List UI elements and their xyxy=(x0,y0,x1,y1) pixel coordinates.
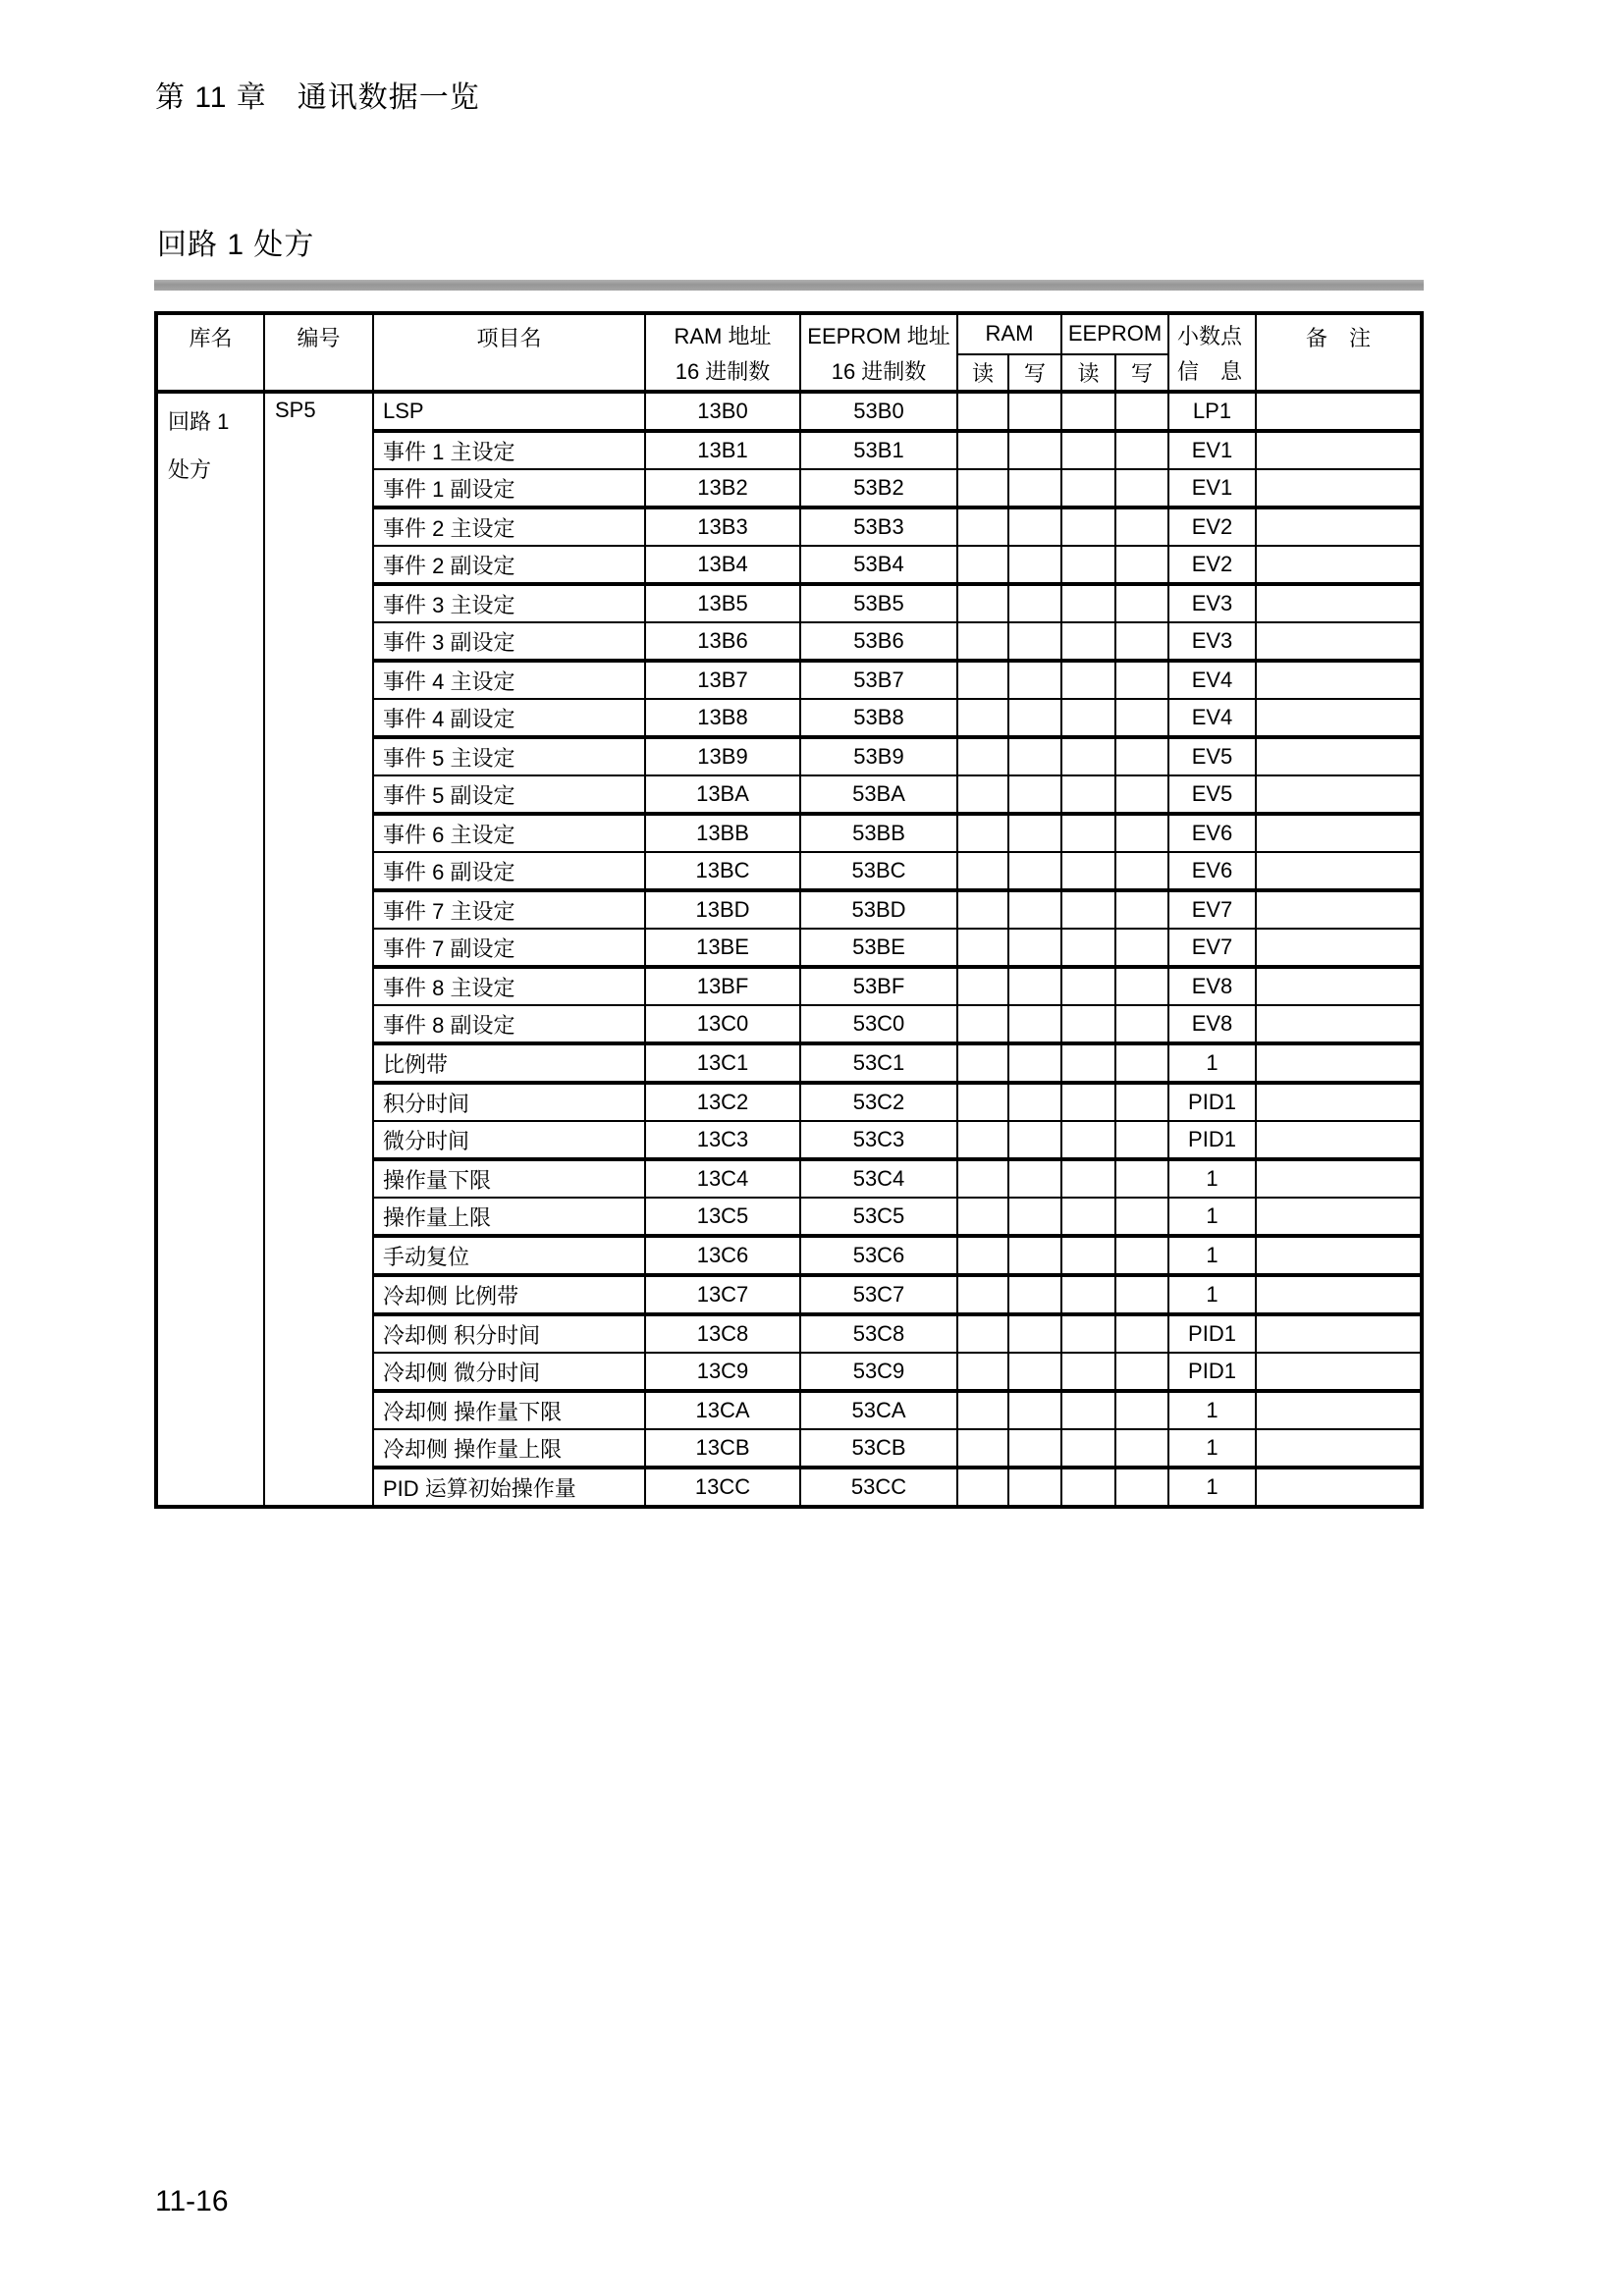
decimal-info-cell: EV3 xyxy=(1168,622,1256,661)
eeprom-read-cell xyxy=(1061,1236,1115,1275)
eeprom-address-cell: 53C3 xyxy=(800,1121,957,1159)
remark-cell xyxy=(1256,775,1422,814)
ram-read-cell xyxy=(957,661,1008,699)
eeprom-write-cell xyxy=(1115,1198,1168,1236)
col-header-remarks: 备 注 xyxy=(1256,313,1422,392)
item-name-cell: 事件 1 主设定 xyxy=(373,431,645,469)
ram-write-cell xyxy=(1008,890,1061,929)
remark-cell xyxy=(1256,1275,1422,1314)
remark-cell xyxy=(1256,1198,1422,1236)
ram-read-cell xyxy=(957,507,1008,546)
eeprom-read-cell xyxy=(1061,967,1115,1005)
eeprom-write-cell xyxy=(1115,814,1168,852)
eeprom-write-cell xyxy=(1115,622,1168,661)
decimal-info-cell: PID1 xyxy=(1168,1314,1256,1353)
ram-read-cell xyxy=(957,1391,1008,1429)
eeprom-read-cell xyxy=(1061,1159,1115,1198)
ram-address-cell: 13C0 xyxy=(645,1005,800,1043)
ram-write-cell xyxy=(1008,1429,1061,1468)
ram-read-cell xyxy=(957,890,1008,929)
col-header-decimal-info xyxy=(1168,313,1256,392)
eeprom-write-cell xyxy=(1115,1043,1168,1083)
eeprom-read-cell xyxy=(1061,1198,1115,1236)
item-name-cell: 事件 4 主设定 xyxy=(373,661,645,699)
remark-cell xyxy=(1256,507,1422,546)
eeprom-write-cell xyxy=(1115,1429,1168,1468)
eeprom-address-cell: 53C4 xyxy=(800,1159,957,1198)
item-name-cell: 事件 3 主设定 xyxy=(373,584,645,622)
item-name-cell: 事件 1 副设定 xyxy=(373,469,645,507)
ram-address-cell: 13C5 xyxy=(645,1198,800,1236)
decimal-info-cell: EV7 xyxy=(1168,929,1256,967)
col-header-eeprom-address xyxy=(800,313,957,392)
eeprom-address-cell: 53B8 xyxy=(800,699,957,737)
item-name-cell: 比例带 xyxy=(373,1043,645,1083)
decimal-info-cell: LP1 xyxy=(1168,392,1256,431)
item-name-cell: 手动复位 xyxy=(373,1236,645,1275)
decimal-info-cell: EV8 xyxy=(1168,1005,1256,1043)
ram-address-cell: 13C3 xyxy=(645,1121,800,1159)
item-name-cell: 事件 8 主设定 xyxy=(373,967,645,1005)
eeprom-address-cell: 53BD xyxy=(800,890,957,929)
ram-address-cell: 13C2 xyxy=(645,1083,800,1121)
ram-write-cell xyxy=(1008,737,1061,775)
ram-address-cell: 13B8 xyxy=(645,699,800,737)
ram-write-cell xyxy=(1008,1236,1061,1275)
remark-cell xyxy=(1256,469,1422,507)
item-name-cell: 事件 7 主设定 xyxy=(373,890,645,929)
item-name-cell: PID 运算初始操作量 xyxy=(373,1468,645,1507)
col-header-eeprom-group: EEPROM xyxy=(1061,313,1168,354)
remark-cell xyxy=(1256,1121,1422,1159)
eeprom-write-cell xyxy=(1115,699,1168,737)
item-name-cell: 事件 5 副设定 xyxy=(373,775,645,814)
ram-read-cell xyxy=(957,1275,1008,1314)
header-row-1 xyxy=(156,313,1422,354)
eeprom-address-header-line2: 16 进制数 xyxy=(831,359,927,384)
ram-read-cell xyxy=(957,1314,1008,1353)
eeprom-read-cell xyxy=(1061,852,1115,890)
item-name-cell: 事件 6 副设定 xyxy=(373,852,645,890)
ram-read-cell xyxy=(957,1353,1008,1391)
ram-read-cell xyxy=(957,1005,1008,1043)
ram-address-cell: 13C6 xyxy=(645,1236,800,1275)
ram-write-cell xyxy=(1008,546,1061,584)
ram-read-cell xyxy=(957,392,1008,431)
ram-write-cell xyxy=(1008,469,1061,507)
ram-address-header-line1: RAM 地址 xyxy=(674,324,772,348)
item-name-cell: 冷却侧 积分时间 xyxy=(373,1314,645,1353)
section-title: 回路 1 处方 xyxy=(157,229,315,261)
ram-address-cell: 13BE xyxy=(645,929,800,967)
eeprom-write-cell xyxy=(1115,852,1168,890)
decimal-info-cell: EV7 xyxy=(1168,890,1256,929)
ram-address-cell: 13BB xyxy=(645,814,800,852)
eeprom-address-cell: 53B7 xyxy=(800,661,957,699)
decimal-info-cell: EV2 xyxy=(1168,546,1256,584)
eeprom-address-cell: 53CB xyxy=(800,1429,957,1468)
eeprom-read-cell xyxy=(1061,1121,1115,1159)
eeprom-address-cell: 53C8 xyxy=(800,1314,957,1353)
ram-address-cell: 13CC xyxy=(645,1468,800,1507)
eeprom-address-cell: 53B1 xyxy=(800,431,957,469)
item-name-cell: 操作量上限 xyxy=(373,1198,645,1236)
number-cell: SP5 xyxy=(264,392,373,1507)
ram-address-cell: 13B4 xyxy=(645,546,800,584)
item-name-cell: 事件 6 主设定 xyxy=(373,814,645,852)
decimal-info-cell: PID1 xyxy=(1168,1353,1256,1391)
eeprom-address-cell: 53B5 xyxy=(800,584,957,622)
ram-read-cell xyxy=(957,929,1008,967)
decimal-info-cell: EV5 xyxy=(1168,775,1256,814)
ram-address-cell: 13B7 xyxy=(645,661,800,699)
remark-cell xyxy=(1256,1391,1422,1429)
eeprom-address-cell: 53C5 xyxy=(800,1198,957,1236)
ram-address-cell: 13C7 xyxy=(645,1275,800,1314)
eeprom-write-cell xyxy=(1115,584,1168,622)
decimal-info-cell: EV5 xyxy=(1168,737,1256,775)
ram-read-cell xyxy=(957,1236,1008,1275)
ram-address-cell: 13B0 xyxy=(645,392,800,431)
eeprom-write-cell xyxy=(1115,1121,1168,1159)
library-name-cell xyxy=(156,392,264,1507)
eeprom-read-cell xyxy=(1061,814,1115,852)
remark-cell xyxy=(1256,661,1422,699)
eeprom-read-cell xyxy=(1061,929,1115,967)
ram-address-cell: 13C8 xyxy=(645,1314,800,1353)
col-header-number: 编号 xyxy=(264,313,373,392)
decimal-info-cell: EV1 xyxy=(1168,431,1256,469)
eeprom-read-cell xyxy=(1061,1043,1115,1083)
item-name-cell: 冷却侧 微分时间 xyxy=(373,1353,645,1391)
ram-write-cell xyxy=(1008,622,1061,661)
eeprom-write-cell xyxy=(1115,890,1168,929)
ram-write-cell xyxy=(1008,814,1061,852)
ram-write-cell xyxy=(1008,775,1061,814)
remark-cell xyxy=(1256,1353,1422,1391)
item-name-cell: 微分时间 xyxy=(373,1121,645,1159)
eeprom-write-cell xyxy=(1115,1391,1168,1429)
ram-read-cell xyxy=(957,1121,1008,1159)
eeprom-address-cell: 53C6 xyxy=(800,1236,957,1275)
eeprom-read-cell xyxy=(1061,1353,1115,1391)
eeprom-address-cell: 53CC xyxy=(800,1468,957,1507)
remark-cell xyxy=(1256,1236,1422,1275)
ram-address-cell: 13B5 xyxy=(645,584,800,622)
ram-read-cell xyxy=(957,1159,1008,1198)
eeprom-address-cell: 53BB xyxy=(800,814,957,852)
eeprom-address-cell: 53C9 xyxy=(800,1353,957,1391)
eeprom-address-cell: 53CA xyxy=(800,1391,957,1429)
eeprom-read-cell xyxy=(1061,469,1115,507)
item-name-cell: 积分时间 xyxy=(373,1083,645,1121)
eeprom-read-cell xyxy=(1061,507,1115,546)
decimal-info-cell: EV4 xyxy=(1168,661,1256,699)
eeprom-address-cell: 53B3 xyxy=(800,507,957,546)
eeprom-write-cell xyxy=(1115,1314,1168,1353)
ram-address-cell: 13BA xyxy=(645,775,800,814)
decimal-info-cell: 1 xyxy=(1168,1198,1256,1236)
eeprom-write-cell xyxy=(1115,661,1168,699)
communication-data-table-wrapper xyxy=(154,311,1424,1509)
remark-cell xyxy=(1256,852,1422,890)
ram-read-cell xyxy=(957,1043,1008,1083)
eeprom-address-cell: 53C0 xyxy=(800,1005,957,1043)
ram-address-cell: 13C9 xyxy=(645,1353,800,1391)
eeprom-address-cell: 53BF xyxy=(800,967,957,1005)
ram-address-cell: 13CB xyxy=(645,1429,800,1468)
eeprom-write-cell xyxy=(1115,469,1168,507)
item-name-cell: 事件 2 副设定 xyxy=(373,546,645,584)
ram-write-cell xyxy=(1008,1005,1061,1043)
decimal-info-header-line1: 小数点 xyxy=(1177,324,1243,348)
col-header-eeprom-read: 读 xyxy=(1061,354,1115,392)
communication-data-table xyxy=(154,311,1424,1509)
eeprom-read-cell xyxy=(1061,1275,1115,1314)
remark-cell xyxy=(1256,1468,1422,1507)
eeprom-write-cell xyxy=(1115,737,1168,775)
ram-write-cell xyxy=(1008,1083,1061,1121)
eeprom-write-cell xyxy=(1115,1353,1168,1391)
eeprom-address-cell: 53B2 xyxy=(800,469,957,507)
col-header-ram-write: 写 xyxy=(1008,354,1061,392)
eeprom-read-cell xyxy=(1061,890,1115,929)
eeprom-address-cell: 53C7 xyxy=(800,1275,957,1314)
decimal-info-cell: EV6 xyxy=(1168,814,1256,852)
ram-read-cell xyxy=(957,1198,1008,1236)
eeprom-read-cell xyxy=(1061,392,1115,431)
item-name-cell: 事件 7 副设定 xyxy=(373,929,645,967)
ram-address-cell: 13CA xyxy=(645,1391,800,1429)
eeprom-read-cell xyxy=(1061,1005,1115,1043)
eeprom-write-cell xyxy=(1115,1083,1168,1121)
ram-read-cell xyxy=(957,1468,1008,1507)
ram-read-cell xyxy=(957,814,1008,852)
remark-cell xyxy=(1256,546,1422,584)
eeprom-address-cell: 53BC xyxy=(800,852,957,890)
remark-cell xyxy=(1256,584,1422,622)
ram-address-cell: 13B1 xyxy=(645,431,800,469)
eeprom-write-cell xyxy=(1115,1005,1168,1043)
ram-write-cell xyxy=(1008,1159,1061,1198)
eeprom-address-cell: 53BA xyxy=(800,775,957,814)
ram-write-cell xyxy=(1008,699,1061,737)
decimal-info-cell: EV1 xyxy=(1168,469,1256,507)
eeprom-write-cell xyxy=(1115,967,1168,1005)
ram-read-cell xyxy=(957,967,1008,1005)
ram-write-cell xyxy=(1008,1468,1061,1507)
ram-read-cell xyxy=(957,852,1008,890)
eeprom-read-cell xyxy=(1061,699,1115,737)
col-header-library: 库名 xyxy=(156,313,264,392)
eeprom-read-cell xyxy=(1061,1429,1115,1468)
chapter-header: 第 11 章 通讯数据一览 xyxy=(155,81,480,114)
table-header xyxy=(156,313,1422,392)
eeprom-read-cell xyxy=(1061,737,1115,775)
eeprom-address-cell: 53B6 xyxy=(800,622,957,661)
item-name-cell: 事件 2 主设定 xyxy=(373,507,645,546)
remark-cell xyxy=(1256,1005,1422,1043)
ram-write-cell xyxy=(1008,661,1061,699)
ram-read-cell xyxy=(957,546,1008,584)
ram-write-cell xyxy=(1008,967,1061,1005)
ram-write-cell xyxy=(1008,1353,1061,1391)
item-name-cell: 事件 3 副设定 xyxy=(373,622,645,661)
item-name-cell: LSP xyxy=(373,392,645,431)
item-name-cell: 冷却侧 比例带 xyxy=(373,1275,645,1314)
ram-write-cell xyxy=(1008,392,1061,431)
eeprom-address-cell: 53B4 xyxy=(800,546,957,584)
ram-write-cell xyxy=(1008,1314,1061,1353)
ram-write-cell xyxy=(1008,584,1061,622)
decimal-info-cell: EV4 xyxy=(1168,699,1256,737)
ram-read-cell xyxy=(957,431,1008,469)
eeprom-write-cell xyxy=(1115,775,1168,814)
library-name-line: 处方 xyxy=(168,457,212,482)
eeprom-read-cell xyxy=(1061,622,1115,661)
item-name-cell: 操作量下限 xyxy=(373,1159,645,1198)
decimal-info-cell: 1 xyxy=(1168,1043,1256,1083)
eeprom-address-cell: 53B9 xyxy=(800,737,957,775)
ram-read-cell xyxy=(957,469,1008,507)
remark-cell xyxy=(1256,392,1422,431)
decimal-info-cell: EV6 xyxy=(1168,852,1256,890)
eeprom-write-cell xyxy=(1115,392,1168,431)
decimal-info-cell: EV3 xyxy=(1168,584,1256,622)
ram-write-cell xyxy=(1008,1043,1061,1083)
ram-write-cell xyxy=(1008,1121,1061,1159)
eeprom-read-cell xyxy=(1061,1391,1115,1429)
ram-read-cell xyxy=(957,622,1008,661)
decimal-info-cell: 1 xyxy=(1168,1391,1256,1429)
eeprom-address-header-line1: EEPROM 地址 xyxy=(807,324,950,348)
col-header-eeprom-write: 写 xyxy=(1115,354,1168,392)
eeprom-write-cell xyxy=(1115,1275,1168,1314)
eeprom-write-cell xyxy=(1115,546,1168,584)
decimal-info-cell: 1 xyxy=(1168,1275,1256,1314)
eeprom-write-cell xyxy=(1115,1159,1168,1198)
decimal-info-cell: PID1 xyxy=(1168,1083,1256,1121)
library-name-line: 回路 1 xyxy=(168,409,230,434)
ram-read-cell xyxy=(957,584,1008,622)
eeprom-read-cell xyxy=(1061,1314,1115,1353)
ram-write-cell xyxy=(1008,431,1061,469)
eeprom-write-cell xyxy=(1115,1468,1168,1507)
decimal-info-cell: 1 xyxy=(1168,1468,1256,1507)
eeprom-address-cell: 53BE xyxy=(800,929,957,967)
eeprom-address-cell: 53C2 xyxy=(800,1083,957,1121)
section-divider-bar xyxy=(154,280,1424,291)
eeprom-read-cell xyxy=(1061,584,1115,622)
eeprom-read-cell xyxy=(1061,661,1115,699)
decimal-info-cell: PID1 xyxy=(1168,1121,1256,1159)
remark-cell xyxy=(1256,929,1422,967)
page-number: 11-16 xyxy=(155,2185,229,2217)
col-header-ram-group: RAM xyxy=(957,313,1061,354)
ram-address-cell: 13BC xyxy=(645,852,800,890)
remark-cell xyxy=(1256,1043,1422,1083)
ram-address-header-line2: 16 进制数 xyxy=(675,359,771,384)
decimal-info-cell: EV2 xyxy=(1168,507,1256,546)
item-name-cell: 事件 4 副设定 xyxy=(373,699,645,737)
eeprom-address-cell: 53B0 xyxy=(800,392,957,431)
eeprom-write-cell xyxy=(1115,431,1168,469)
col-header-ram-address xyxy=(645,313,800,392)
eeprom-write-cell xyxy=(1115,507,1168,546)
eeprom-write-cell xyxy=(1115,929,1168,967)
ram-address-cell: 13BF xyxy=(645,967,800,1005)
remark-cell xyxy=(1256,737,1422,775)
item-name-cell: 冷却侧 操作量上限 xyxy=(373,1429,645,1468)
item-name-cell: 事件 8 副设定 xyxy=(373,1005,645,1043)
ram-address-cell: 13BD xyxy=(645,890,800,929)
ram-address-cell: 13C1 xyxy=(645,1043,800,1083)
ram-address-cell: 13B6 xyxy=(645,622,800,661)
decimal-info-cell: 1 xyxy=(1168,1159,1256,1198)
col-header-item: 项目名 xyxy=(373,313,645,392)
ram-read-cell xyxy=(957,699,1008,737)
remark-cell xyxy=(1256,890,1422,929)
remark-cell xyxy=(1256,1429,1422,1468)
ram-write-cell xyxy=(1008,852,1061,890)
ram-write-cell xyxy=(1008,1391,1061,1429)
ram-address-cell: 13B3 xyxy=(645,507,800,546)
remark-cell xyxy=(1256,1083,1422,1121)
ram-write-cell xyxy=(1008,1275,1061,1314)
remark-cell xyxy=(1256,1314,1422,1353)
remark-cell xyxy=(1256,814,1422,852)
eeprom-read-cell xyxy=(1061,775,1115,814)
col-header-ram-read: 读 xyxy=(957,354,1008,392)
ram-write-cell xyxy=(1008,1198,1061,1236)
decimal-info-cell: 1 xyxy=(1168,1236,1256,1275)
remark-cell xyxy=(1256,967,1422,1005)
eeprom-read-cell xyxy=(1061,431,1115,469)
ram-address-cell: 13C4 xyxy=(645,1159,800,1198)
remark-cell xyxy=(1256,622,1422,661)
item-name-cell: 冷却侧 操作量下限 xyxy=(373,1391,645,1429)
eeprom-read-cell xyxy=(1061,546,1115,584)
ram-write-cell xyxy=(1008,929,1061,967)
table-body xyxy=(156,392,1422,1507)
ram-read-cell xyxy=(957,737,1008,775)
ram-read-cell xyxy=(957,1083,1008,1121)
remark-cell xyxy=(1256,1159,1422,1198)
decimal-info-cell: 1 xyxy=(1168,1429,1256,1468)
ram-read-cell xyxy=(957,775,1008,814)
ram-address-cell: 13B9 xyxy=(645,737,800,775)
decimal-info-header-line2: 信 息 xyxy=(1177,359,1243,384)
eeprom-address-cell: 53C1 xyxy=(800,1043,957,1083)
item-name-cell: 事件 5 主设定 xyxy=(373,737,645,775)
ram-address-cell: 13B2 xyxy=(645,469,800,507)
ram-read-cell xyxy=(957,1429,1008,1468)
remark-cell xyxy=(1256,699,1422,737)
eeprom-read-cell xyxy=(1061,1083,1115,1121)
eeprom-write-cell xyxy=(1115,1236,1168,1275)
eeprom-read-cell xyxy=(1061,1468,1115,1507)
ram-write-cell xyxy=(1008,507,1061,546)
remark-cell xyxy=(1256,431,1422,469)
table-row xyxy=(156,392,1422,431)
decimal-info-cell: EV8 xyxy=(1168,967,1256,1005)
